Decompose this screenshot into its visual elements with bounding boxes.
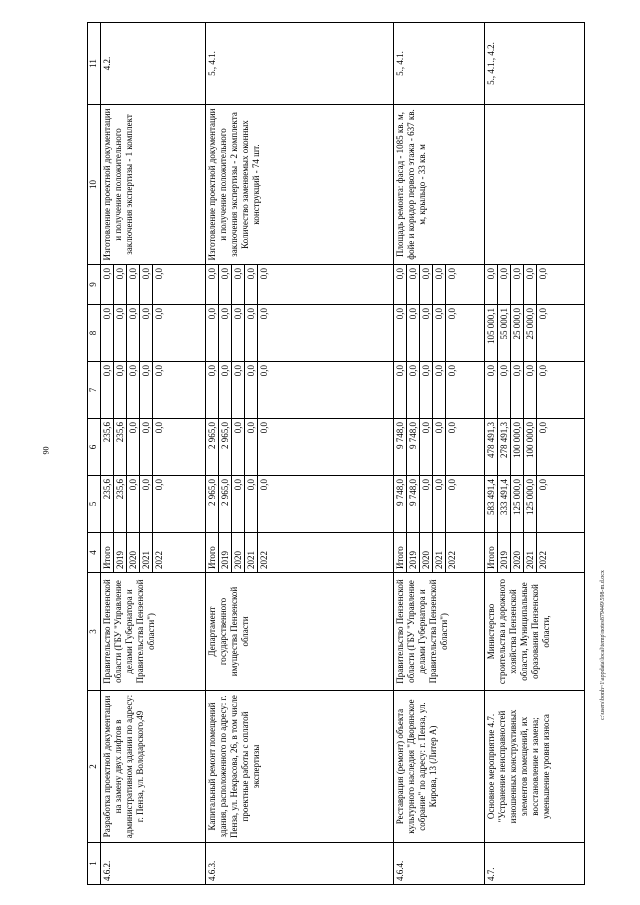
value-cell: 333 491,4	[498, 476, 511, 532]
value-cell: 2022	[258, 551, 269, 569]
column-number: 4	[88, 533, 101, 573]
value-cell: 478 491,3	[485, 419, 498, 475]
item-c5	[101, 476, 205, 533]
value-cell: 9 748,0	[394, 476, 407, 532]
item-c8	[101, 305, 205, 362]
item-c9	[205, 265, 393, 305]
value-cell: 0,0	[140, 419, 153, 475]
value-cell: 0,0	[245, 362, 258, 418]
value-cell: 0,0	[114, 265, 127, 304]
value-cell: Итого	[206, 533, 219, 572]
item-link: 5., 4.1.	[393, 23, 484, 105]
item-c7-values	[485, 362, 549, 418]
value-cell: 2021	[245, 533, 258, 572]
value-cell: Итого	[394, 533, 407, 572]
column-number: 9	[88, 265, 101, 305]
item-c8	[393, 305, 484, 362]
value-cell: 0,0	[394, 305, 407, 361]
value-cell: 2019	[498, 533, 511, 572]
value-cell: 0,0	[140, 476, 153, 532]
value-cell: 0,0	[206, 265, 219, 304]
item-c9	[484, 265, 584, 305]
value-cell: 2 965,0	[219, 419, 232, 475]
item-c5-values	[485, 476, 549, 532]
value-cell: 55 000,1	[498, 305, 511, 361]
value-cell: 0,0	[498, 265, 511, 304]
item-name: Капитальный ремонт помещений здания, расположенного по адресу: г. Пенза, ул. Некрасова, 26, в том числе проектные работы с оплатой экспертизы	[205, 691, 393, 843]
item-result: Изготовление проектной документации и получение положительного заключения экспертизы - 1 комплект	[101, 105, 205, 265]
value-cell: 0,0	[245, 476, 258, 532]
item-c5	[484, 476, 584, 533]
item-executor: Департамент государственного имущества Пензенской области	[205, 573, 393, 691]
item-result: Площадь ремонта: фасад - 1085 кв. м, фойе и коридор первого этажа - 637 кв. м, крыльцо - 33 кв. м	[393, 105, 484, 265]
value-cell: 0,0	[407, 265, 420, 304]
item-c8-values	[101, 305, 165, 361]
value-cell: 0,0	[245, 265, 258, 304]
value-cell: 0,0	[127, 476, 140, 532]
value-cell: 0,0	[420, 265, 433, 304]
item-executor: Правительство Пензенской области (ГБУ "Управление делами Губернатора и Правительства Пензенской области")	[393, 573, 484, 691]
value-cell: 0,0	[232, 419, 245, 475]
value-cell: 0,0	[537, 268, 548, 280]
value-cell: 0,0	[206, 305, 219, 361]
column-number: 3	[88, 573, 101, 691]
item-c6-values	[485, 419, 549, 475]
item-c6-values	[101, 419, 165, 475]
item-c7-values	[394, 362, 458, 418]
item-years	[484, 533, 584, 573]
value-cell: 0,0	[420, 305, 433, 361]
item-c6-values	[394, 419, 458, 475]
item-c8-values	[206, 305, 270, 361]
item-c6	[484, 419, 584, 476]
value-cell: 0,0	[524, 362, 537, 418]
item-c8	[205, 305, 393, 362]
item-c9-values	[394, 265, 458, 304]
value-cell: 2 965,0	[219, 476, 232, 532]
value-cell: 0,0	[407, 362, 420, 418]
footer-file-path: c:\users\bonh~1\appdata\local\temp\notes879449\598-m.d.ocx	[600, 570, 606, 720]
value-cell: 0,0	[127, 362, 140, 418]
table-row	[393, 23, 484, 885]
item-c7	[393, 362, 484, 419]
document-page	[87, 23, 585, 885]
value-cell: 0,0	[232, 362, 245, 418]
value-cell: 0,0	[232, 265, 245, 304]
item-c8	[484, 305, 584, 362]
value-cell: 0,0	[420, 362, 433, 418]
item-c9-values	[101, 265, 165, 304]
column-number: 7	[88, 362, 101, 419]
value-cell: 235,6	[101, 419, 114, 475]
item-link: 5., 4.1., 4.2.	[484, 23, 584, 105]
item-c6	[205, 419, 393, 476]
item-c5	[205, 476, 393, 533]
value-cell: 0,0	[206, 362, 219, 418]
value-cell: 2021	[524, 533, 537, 572]
value-cell: 9 748,0	[394, 419, 407, 475]
column-number: 10	[88, 105, 101, 265]
value-cell: 0,0	[101, 305, 114, 361]
table-row	[484, 23, 584, 885]
value-cell: 0,0	[154, 422, 165, 434]
column-number: 1	[88, 843, 101, 885]
value-cell: 0,0	[154, 308, 165, 320]
value-cell: 0,0	[154, 479, 165, 491]
item-c9-values	[206, 265, 270, 304]
value-cell: 2021	[433, 533, 446, 572]
value-cell: 0,0	[258, 479, 269, 491]
item-c7-values	[206, 362, 270, 418]
item-c7	[101, 362, 205, 419]
value-cell: 0,0	[140, 362, 153, 418]
value-cell: 0,0	[420, 476, 433, 532]
value-cell: 0,0	[232, 305, 245, 361]
item-executor: Министерство строительства и дорожного хозяйства Пензенской области, Муниципальные образования Пензенской области,	[484, 573, 584, 691]
item-years	[101, 533, 205, 573]
value-cell: 2020	[511, 533, 524, 572]
item-result	[484, 105, 584, 265]
item-c9-values	[485, 265, 549, 304]
item-years-values	[101, 533, 165, 572]
item-c6	[393, 419, 484, 476]
value-cell: 100 000,0	[511, 419, 524, 475]
value-cell: 0,0	[537, 479, 548, 491]
item-c5	[393, 476, 484, 533]
value-cell: 0,0	[446, 308, 457, 320]
column-number: 2	[88, 691, 101, 843]
value-cell: 2019	[219, 533, 232, 572]
value-cell: 0,0	[524, 265, 537, 304]
value-cell: 0,0	[114, 305, 127, 361]
value-cell: 0,0	[232, 476, 245, 532]
item-c9	[393, 265, 484, 305]
value-cell: Итого	[485, 533, 498, 572]
value-cell: 9 748,0	[407, 476, 420, 532]
value-cell: 2021	[140, 533, 153, 572]
value-cell: 0,0	[485, 265, 498, 304]
column-number-row	[88, 23, 101, 885]
item-c7	[484, 362, 584, 419]
value-cell: 0,0	[394, 265, 407, 304]
value-cell: 2 965,0	[206, 419, 219, 475]
value-cell: 2022	[446, 551, 457, 569]
value-cell: 0,0	[101, 265, 114, 304]
table-row	[205, 23, 393, 885]
value-cell: 0,0	[127, 305, 140, 361]
value-cell: Итого	[101, 533, 114, 572]
item-c7-values	[101, 362, 165, 418]
value-cell: 0,0	[258, 365, 269, 377]
value-cell: 0,0	[485, 362, 498, 418]
value-cell: 0,0	[446, 268, 457, 280]
value-cell: 0,0	[154, 268, 165, 280]
value-cell: 25 000,0	[511, 305, 524, 361]
value-cell: 0,0	[511, 265, 524, 304]
value-cell: 0,0	[245, 305, 258, 361]
value-cell: 0,0	[433, 419, 446, 475]
value-cell: 9 748,0	[407, 419, 420, 475]
value-cell: 25 000,0	[524, 305, 537, 361]
value-cell: 0,0	[420, 419, 433, 475]
item-number: 4.6.3.	[205, 843, 393, 885]
value-cell: 0,0	[407, 305, 420, 361]
item-c5-values	[206, 476, 270, 532]
value-cell: 0,0	[433, 305, 446, 361]
value-cell: 2 965,0	[206, 476, 219, 532]
value-cell: 0,0	[433, 265, 446, 304]
item-years-values	[206, 533, 270, 572]
program-table	[87, 22, 585, 885]
item-link: 5., 4.1.	[205, 23, 393, 105]
value-cell: 0,0	[127, 265, 140, 304]
value-cell: 0,0	[140, 265, 153, 304]
value-cell: 235,6	[114, 476, 127, 532]
value-cell: 278 491,3	[498, 419, 511, 475]
item-executor: Правительство Пензенской области (ГБУ "Управление делами Губернатора и Правительства Пензенской области")	[101, 573, 205, 691]
value-cell: 0,0	[140, 305, 153, 361]
value-cell: 0,0	[219, 362, 232, 418]
value-cell: 0,0	[433, 362, 446, 418]
value-cell: 0,0	[446, 365, 457, 377]
value-cell: 125 000,0	[511, 476, 524, 532]
value-cell: 0,0	[101, 362, 114, 418]
value-cell: 0,0	[537, 308, 548, 320]
value-cell: 0,0	[114, 362, 127, 418]
column-number: 5	[88, 476, 101, 533]
item-c6	[101, 419, 205, 476]
page-number: 90	[41, 446, 51, 455]
item-name: Основное мероприятие 4.7. "Устранение неисправностей изношенных конструктивных элементов помещений, их восстановление и замена; уменьшение уровня износа	[484, 691, 584, 843]
value-cell: 0,0	[258, 308, 269, 320]
item-c5-values	[394, 476, 458, 532]
value-cell: 0,0	[258, 268, 269, 280]
value-cell: 0,0	[537, 422, 548, 434]
item-c7	[205, 362, 393, 419]
value-cell: 0,0	[446, 479, 457, 491]
value-cell: 0,0	[433, 476, 446, 532]
item-years	[393, 533, 484, 573]
item-c6-values	[206, 419, 270, 475]
item-years	[205, 533, 393, 573]
value-cell: 235,6	[114, 419, 127, 475]
value-cell: 0,0	[498, 362, 511, 418]
item-c8-values	[485, 305, 549, 361]
value-cell: 235,6	[101, 476, 114, 532]
value-cell: 125 000,0	[524, 476, 537, 532]
item-name: Реставрация (ремонт) объекта культурного наследия "Дворянское собрание" по адресу: г. Пенза, ул. Кирова, 13 (Литер А)	[393, 691, 484, 843]
item-link: 4.2.	[101, 23, 205, 105]
column-number: 6	[88, 419, 101, 476]
value-cell: 2020	[232, 533, 245, 572]
value-cell: 2020	[127, 533, 140, 572]
item-number: 4.6.4.	[393, 843, 484, 885]
table-row	[101, 23, 205, 885]
value-cell: 2022	[154, 551, 165, 569]
item-c9	[101, 265, 205, 305]
value-cell: 0,0	[394, 362, 407, 418]
item-name: Разработка проектной документации на замену двух лифтов в административном здании по адресу: г. Пенза, ул. Володарского,49	[101, 691, 205, 843]
value-cell: 100 000,0	[524, 419, 537, 475]
column-number: 11	[88, 23, 101, 105]
column-number: 8	[88, 305, 101, 362]
value-cell: 0,0	[127, 419, 140, 475]
item-years-values	[485, 533, 549, 572]
value-cell: 0,0	[537, 365, 548, 377]
item-c5-values	[101, 476, 165, 532]
value-cell: 2019	[114, 533, 127, 572]
value-cell: 0,0	[245, 419, 258, 475]
value-cell: 0,0	[258, 422, 269, 434]
value-cell: 0,0	[446, 422, 457, 434]
item-years-values	[394, 533, 458, 572]
value-cell: 2019	[407, 533, 420, 572]
value-cell: 0,0	[511, 362, 524, 418]
item-c8-values	[394, 305, 458, 361]
value-cell: 2022	[537, 551, 548, 569]
value-cell: 0,0	[219, 305, 232, 361]
value-cell: 0,0	[219, 265, 232, 304]
value-cell: 0,0	[154, 365, 165, 377]
item-result: Изготовление проектной документации и получение положительного заключения экспертизы - 2 комплекта Количество заменяемых оконных конструкций - 74 шт.	[205, 105, 393, 265]
value-cell: 105 000,1	[485, 305, 498, 361]
value-cell: 583 491,4	[485, 476, 498, 532]
item-number: 4.7.	[484, 843, 584, 885]
value-cell: 2020	[420, 533, 433, 572]
item-number: 4.6.2.	[101, 843, 205, 885]
